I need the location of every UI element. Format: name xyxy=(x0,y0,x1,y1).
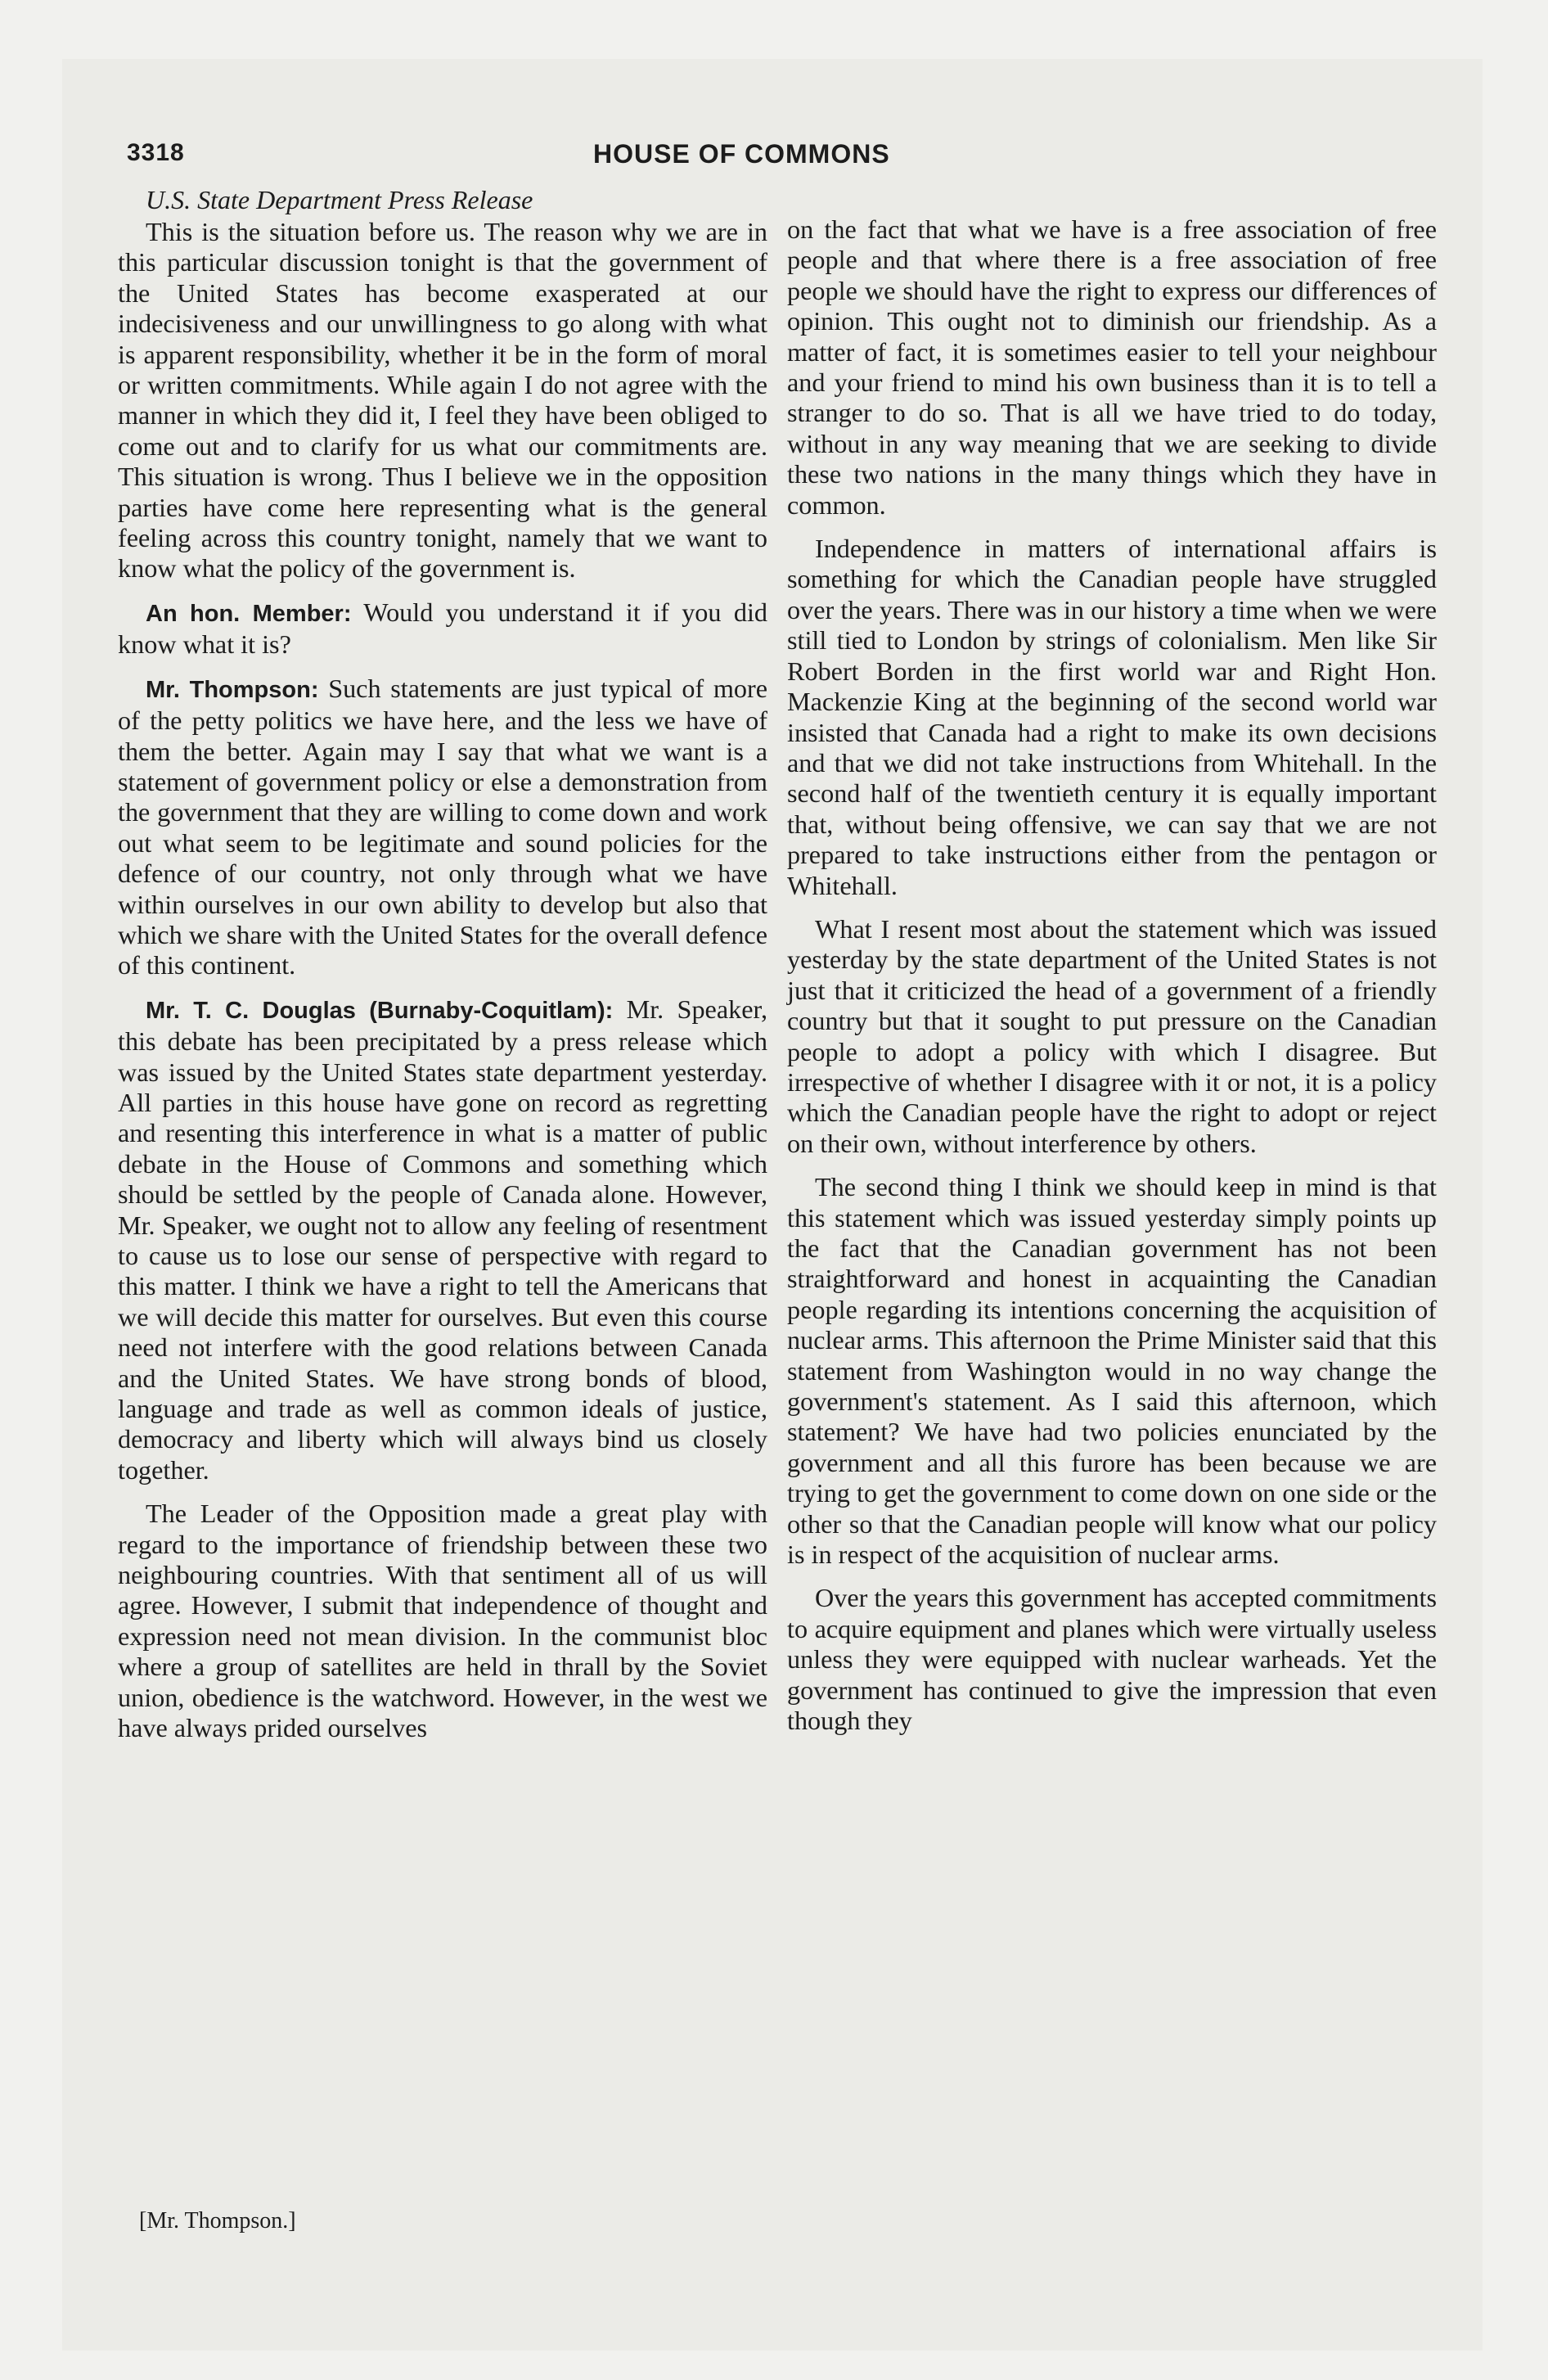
right-column xyxy=(787,214,1437,1737)
speaker-name: Mr. Thompson: xyxy=(146,676,319,703)
speech-text: Such statements are just typical of more of the petty politics we have here, and the less we have of them the better. Again may I say that what we want is a statement of government policy or else a demonstration from the government that they are willing to come down and work out what seem to be legitimate and sound policies for the defence of our country, not only through what we have within ourselves in our own ability to develop but also that which we share with the United States for the overall defence of this continent. xyxy=(118,673,767,980)
speaker-reference: [Mr. Thompson.] xyxy=(139,2208,296,2234)
paragraph xyxy=(118,994,767,1486)
paragraph: on the fact that what we have is a free association of free people and that where there is a free association of free people we should have the right to express our differences of opinion. This ought not to diminish our friendship. As a matter of fact, it is sometimes easier to tell your neighbour and your friend to mind his own business than it is to tell a stranger to do so. That is all we have tried to do today, without in any way meaning that we are seeking to divide these two nations in the many things which they have in common. xyxy=(787,214,1437,520)
paragraph: The second thing I think we should keep in mind is that this statement which was issued yesterday simply points up the fact that the Canadian government has not been straightforward and honest in acquainting the Canadian people regarding its intentions concerning the acquisition of nuclear arms. This afternoon the Prime Minister said that this statement from Washington would in no way change the government's statement. As I said this afternoon, which statement? We have had two policies enunciated by the government and all this furore has been because we are trying to get the government to come down on one side or the other so that the Canadian people will know what our policy is in respect of the acquisition of nuclear arms. xyxy=(787,1172,1437,1570)
running-title: HOUSE OF COMMONS xyxy=(593,139,890,169)
left-column xyxy=(118,185,767,1744)
paragraph: What I resent most about the statement which was issued yesterday by the state department of the United States is not just that it criticized the head of a government of a friendly country but that it sought to put pressure on the Canadian people to adopt a policy with which I disagree. But irrespective of whether I disagree with it or not, it is a policy which the Canadian people have the right to adopt or reject on their own, without interference by others. xyxy=(787,913,1437,1158)
paragraph xyxy=(118,674,767,981)
page-number: 3318 xyxy=(127,139,185,166)
speaker-name: Mr. T. C. Douglas (Burnaby-Coquitlam): xyxy=(146,997,614,1024)
paragraph: Over the years this government has accepted commitments to acquire equipment and planes which were virtually useless unless they were equipped with nuclear warheads. Yet the government has continued to give the impression that even though they xyxy=(787,1583,1437,1736)
page-header xyxy=(127,139,1460,175)
paragraph: The Leader of the Opposition made a great play with regard to the importance of friendship between these two neighbouring countries. With that sentiment all of us will agree. However, I submit that independence of thought and expression need not mean division. In the communist bloc where a group of satellites are held in thrall by the Soviet union, obedience is the watchword. However, in the west we have always prided ourselves xyxy=(118,1499,767,1743)
speech-text: Would you understand it if you did know what it is? xyxy=(118,597,767,660)
speech-text: Mr. Speaker, this debate has been precipitated by a press release which was issued by the United States state department yesterday. All parties in this house have gone on record as regretting and resenting this interference in what is a matter of public debate in the House of Commons and something which should be settled by the people of Canada alone. However, Mr. Speaker, we ought not to allow any feeling of resentment to cause us to lose our sense of perspective with regard to this matter. I think we have a right to tell the Americans that we will decide this matter for ourselves. But even this course need not interfere with the good relations between Canada and the United States. We have strong bonds of blood, language and trade as well as common ideals of justice, democracy and liberty which will always bind us closely together. xyxy=(118,994,767,1485)
paragraph xyxy=(118,597,767,660)
paragraph: Independence in matters of international affairs is something for which the Canadian people have struggled over the years. There was in our history a time when we were still tied to London by strings of colonialism. Men like Sir Robert Borden in the first world war and Right Hon. Mackenzie King at the beginning of the second world war insisted that Canada had a right to make its own decisions and that we did not take instructions from Whitehall. In the second half of the twentieth century it is equally important that, without being offensive, we can say that we are not prepared to take instructions either from the pentagon or Whitehall. xyxy=(787,534,1437,900)
speaker-name: An hon. Member: xyxy=(146,600,352,627)
paragraph: This is the situation before us. The reason why we are in this particular discussion tonight is that the government of the United States has become exasperated at our indecisiveness and our unwillingness to go along with what is apparent responsibility, whether it be in the form of moral or written commitments. While again I do not agree with the manner in which they did it, I feel they have been obliged to come out and to clarify for us what our commitments are. This situation is wrong. Thus I believe we in the opposition parties have come here representing what is the general feeling across this country tonight, namely that we want to know what the policy of the government is. xyxy=(118,217,767,584)
section-subheading: U.S. State Department Press Release xyxy=(146,185,533,214)
